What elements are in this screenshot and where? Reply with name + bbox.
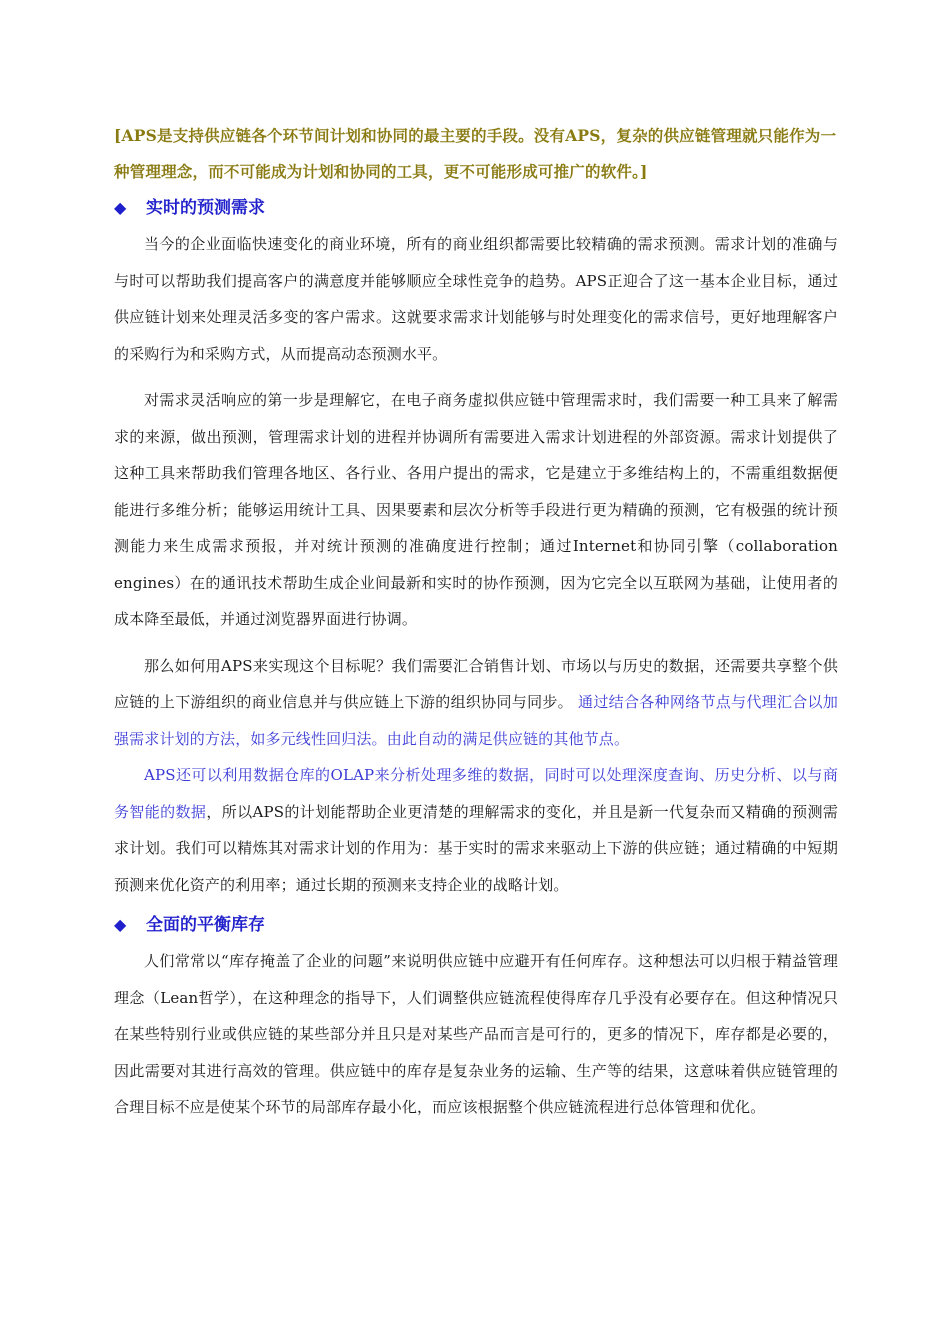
document-page — [114, 118, 838, 1126]
diamond-bullet-icon: ◆ — [114, 198, 127, 217]
section-title: 实时的预测需求 — [146, 198, 265, 218]
paragraph-text: 那么如何用APS来实现这个目标呢？我们需要汇合销售计划、市场以与历史的数据，还需要共享整个供应链的上下游组织的商业信息并与供应链上下游的组织协同与同步。 — [114, 656, 838, 711]
highlighted-text: 通过结合各种网络节点与代理汇合以加强需求计划的方法，如多元线性回归法。由此自动的满足供应链的其他节点。 — [114, 693, 838, 748]
paragraph — [114, 226, 838, 372]
paragraph — [114, 943, 838, 1126]
quote-block: [APS是支持供应链各个环节间计划和协同的最主要的手段。没有APS，复杂的供应链管理就只能作为一种管理理念，而不可能成为计划和协同的工具，更不可能形成可推广的软件。] — [114, 126, 837, 181]
highlighted-text: APS还可以利用数据仓库的OLAP来分析处理多维的数据，同时可以处理深度查询、历史分析、以与商务智能的数据 — [114, 766, 838, 821]
paragraph-text: ，所以APS的计划能帮助企业更清楚的理解需求的变化，并且是新一代复杂而又精确的预测需求计划。我们可以精炼其对需求计划的作用为：基于实时的需求来驱动上下游的供应链；通过精确的中短期预测来优化资产的利用率；通过长期的预测来支持企业的战略计划。 — [114, 802, 838, 894]
diamond-bullet-icon: ◆ — [114, 915, 127, 934]
section-heading-inventory — [114, 907, 838, 943]
section-heading-forecast — [114, 190, 838, 226]
paragraph-text: 人们常常以“库存掩盖了企业的问题”来说明供应链中应避开有任何库存。这种想法可以归根于精益管理理念（Lean哲学），在这种理念的指导下，人们调整供应链流程使得库存几乎没有必要存在。但这种情况只在某些特别行业或供应链的某些部分并且只是对某些产品而言是可行的，更多的情况下，库存都是必要的，因此需要对其进行高效的管理。供应链中的库存是复杂业务的运输、生产等的结果，这意味着供应链管理的合理目标不应是使某个环节的局部库存最小化，而应该根据整个供应链流程进行总体管理和优化。 — [114, 952, 838, 1116]
paragraph-text: 对需求灵活响应的第一步是理解它，在电子商务虚拟供应链中管理需求时，我们需要一种工具来了解需求的来源，做出预测，管理需求计划的进程并协调所有需要进入需求计划进程的外部资源。需求计划提供了这种工具来帮助我们管理各地区、各行业、各用户提出的需求，它是建立于多维结构上的，不需重组数据便能进行多维分析；能够运用统计工具、因果要素和层次分析等手段进行更为精确的预测，它有极强的统计预测能力来生成需求预报，并对统计预测的准确度进行控制；通过Internet和协同引擎（collaboration engines）在的通讯技术帮助生成企业间最新和实时的协作预测，因为它完全以互联网为基础，让使用者的成本降至最低，并通过浏览器界面进行协调。 — [114, 391, 838, 628]
paragraph — [114, 757, 838, 903]
paragraph-text: 当今的企业面临快速变化的商业环境，所有的商业组织都需要比较精确的需求预测。需求计划的准确与与时可以帮助我们提高客户的满意度并能够顺应全球性竞争的趋势。APS正迎合了这一基本企业目标，通过供应链计划来处理灵活多变的客户需求。这就要求需求计划能够与时处理变化的需求信号，更好地理解客户的采购行为和采购方式，从而提高动态预测水平。 — [114, 235, 838, 363]
paragraph — [114, 648, 838, 758]
section-title: 全面的平衡库存 — [146, 915, 265, 935]
paragraph — [114, 382, 838, 638]
